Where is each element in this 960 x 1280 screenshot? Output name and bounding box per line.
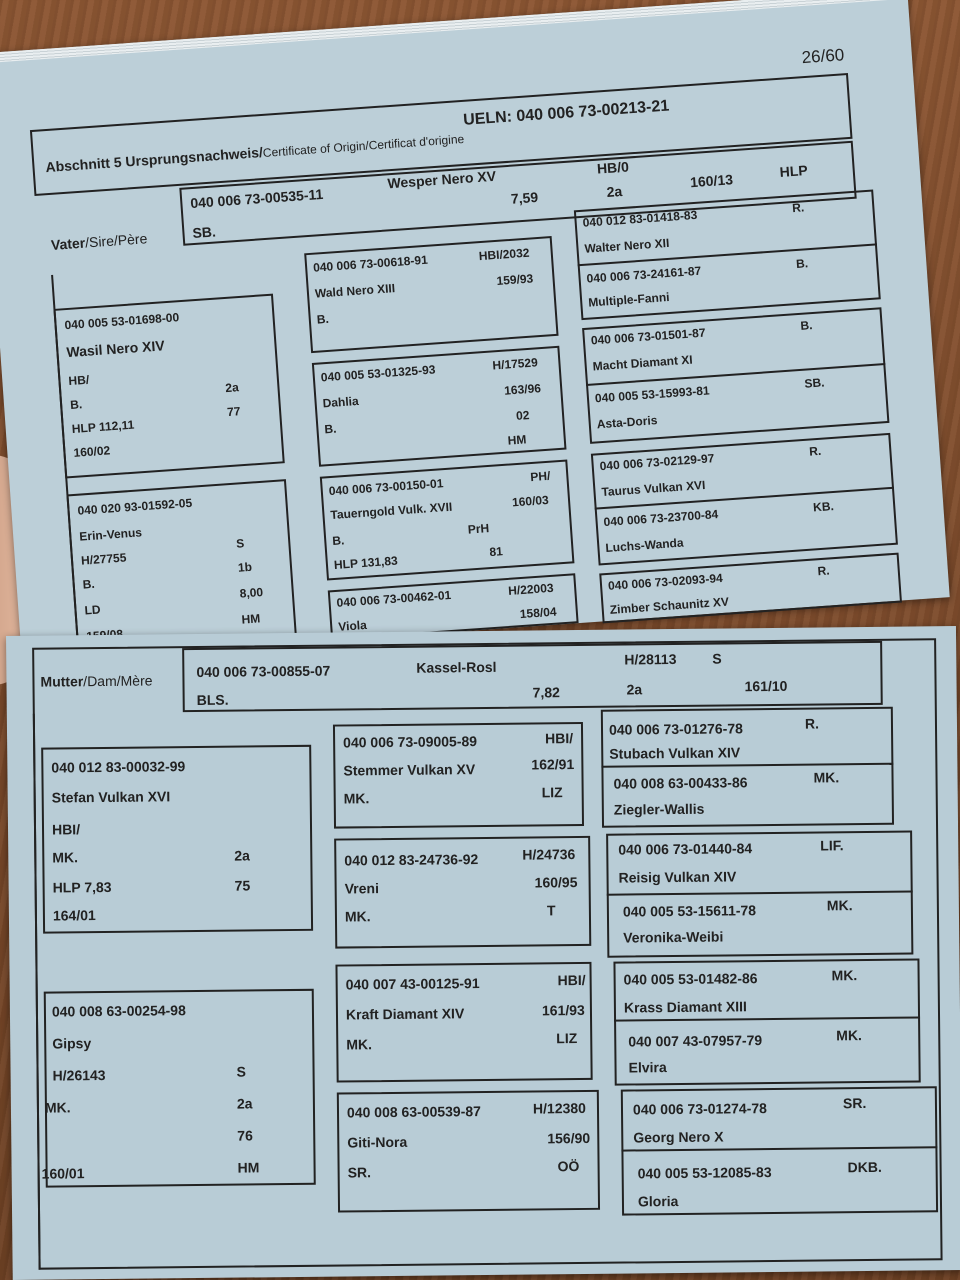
gen4-name: Multiple-Fanni: [587, 289, 670, 310]
gen2-score: 77: [226, 404, 241, 420]
gen4-color: R.: [808, 443, 822, 459]
gen2-size: 160/02: [73, 443, 111, 460]
gen3-book: H/17529: [491, 355, 539, 373]
gen4-color: SR.: [842, 1095, 867, 1112]
gen3-color: MK.: [344, 908, 371, 925]
gen3-size: 158/04: [519, 604, 557, 622]
gen3-size: 160/95: [534, 874, 578, 891]
gen4-id: 040 005 53-15993-81: [594, 383, 710, 406]
gen3-name: Tauerngold Vulk. XVII: [330, 499, 453, 523]
dam-mark: S: [712, 650, 722, 667]
gen4-name: Zimber Schaunitz XV: [609, 594, 730, 617]
gen3-color: MK.: [343, 790, 370, 807]
gen4-color: B.: [795, 256, 809, 272]
gen3-book: H/12380: [532, 1099, 586, 1117]
sire-name: Wesper Nero XV: [386, 167, 497, 192]
gen4-name: Macht Diamant XI: [592, 352, 694, 374]
gen4-name: Georg Nero X: [633, 1128, 724, 1146]
gen3-book: PH/: [529, 468, 551, 485]
gen2-size: 160/01: [41, 1165, 85, 1182]
gen2-color: MK.: [44, 1099, 71, 1116]
gen3-book: H/24736: [522, 846, 576, 863]
dam-label: Mutter/Dam/Mère: [40, 672, 153, 690]
dam-score: 7,82: [532, 684, 560, 701]
gen3-id: 040 007 43-00125-91: [345, 975, 480, 993]
gen4-color: R.: [817, 563, 831, 579]
sire-perf: HLP: [779, 162, 809, 180]
gen4-color: KB.: [812, 499, 835, 515]
gen4-id: 040 005 53-01482-86: [623, 970, 758, 988]
gen4-id: 040 006 73-02093-94: [607, 570, 724, 593]
gen3-id: 040 005 53-01325-93: [320, 362, 436, 385]
sire-id: 040 006 73-00535-11: [189, 185, 324, 212]
gen3-id: 040 006 73-00618-91: [312, 252, 429, 275]
gen3-book: HBI/: [545, 730, 574, 747]
gen3-id: 040 006 73-00462-01: [336, 587, 452, 610]
gen2-book: HB/: [68, 372, 90, 389]
gen3-name: Vreni: [344, 880, 379, 897]
gen2-score: 76: [237, 1127, 253, 1144]
gen3-book: HBI/2032: [478, 245, 530, 264]
gen2-score: 75: [234, 877, 251, 894]
gen2-color: B.: [69, 397, 83, 412]
dam-id: 040 006 73-00855-07: [196, 662, 331, 681]
gen4-name: Reisig Vulkan XIV: [618, 868, 737, 886]
gen2-class: 2a: [234, 847, 250, 864]
gen4-color: R.: [804, 715, 820, 732]
gen3-size: 162/91: [531, 756, 575, 773]
gen4-id: 040 012 83-01418-83: [582, 207, 698, 230]
gen2-class: 2a: [224, 380, 240, 396]
gen2-color: B.: [82, 576, 96, 592]
gen3-id: 040 012 83-24736-92: [344, 851, 479, 869]
gen2-id: 040 020 93-01592-05: [77, 495, 193, 518]
gen4-name: Taurus Vulkan XVI: [601, 477, 706, 500]
gen3-name: Viola: [337, 617, 368, 634]
gen4-color: DKB.: [847, 1158, 882, 1176]
gen4-color: SB.: [804, 375, 825, 391]
gen3-size: 163/96: [503, 381, 542, 398]
gen3-perf: HLP 131,83: [333, 553, 399, 572]
gen2-perf: HLP 7,83: [52, 878, 112, 896]
gen4-color: MK.: [813, 769, 840, 786]
gen2-book: H/27755: [80, 550, 127, 568]
gen2-size: 164/01: [52, 907, 96, 924]
gen3-class: 02: [515, 408, 530, 423]
gen3-size: 160/03: [511, 492, 550, 510]
gen4-id: 040 006 73-01276-78: [608, 720, 743, 738]
gen2-extra: HM: [237, 1159, 260, 1176]
gen2-name: Erin-Venus: [78, 525, 143, 544]
gen3-name: Wald Nero XIII: [314, 281, 396, 301]
gen4-name: Elvira: [628, 1059, 667, 1076]
gen4-name: Luchs-Wanda: [604, 535, 685, 556]
gen3-region: OÖ: [557, 1158, 580, 1175]
gen2-mark: S: [236, 1063, 247, 1080]
gen4-name: Ziegler-Wallis: [613, 800, 705, 818]
gen4-color: R.: [791, 200, 805, 216]
gen4-id: 040 006 73-02129-97: [599, 451, 715, 474]
sire-book: HB/0: [596, 158, 630, 177]
dam-book: H/28113: [624, 650, 677, 668]
ueln: UELN: 040 006 73-00213-21: [462, 97, 670, 129]
gen3-color: B.: [331, 533, 345, 549]
gen2-name: Stefan Vulkan XVI: [51, 788, 171, 806]
sire-score: 7,59: [510, 188, 539, 207]
gen3-region: LIZ: [556, 1030, 578, 1047]
dam-name: Kassel-Rosl: [416, 658, 497, 676]
gen2-name: Gipsy: [52, 1035, 92, 1052]
sire-class: 2a: [606, 183, 623, 201]
gen2-perf: LD: [84, 602, 102, 618]
gen3-book: HBI/: [557, 971, 586, 989]
gen4-color: MK.: [831, 967, 858, 984]
gen2-id: 040 005 53-01698-00: [64, 310, 180, 333]
dam-color: BLS.: [196, 691, 229, 709]
gen4-name: Stubach Vulkan XIV: [609, 744, 741, 762]
gen3-color: B.: [324, 421, 337, 437]
sire-size: 160/13: [689, 171, 734, 191]
gen4-name: Veronika-Weibi: [623, 928, 724, 946]
gen2-class: 1b: [237, 559, 253, 575]
gen4-name: Krass Diamant XIII: [623, 998, 747, 1016]
gen3-book: H/22003: [507, 580, 554, 598]
gen4-name: Walter Nero XII: [584, 235, 670, 256]
gen3-color: MK.: [346, 1036, 373, 1053]
gen4-color: LIF.: [820, 837, 844, 854]
gen3-color: SR.: [347, 1164, 372, 1181]
page-number: 26/60: [801, 45, 845, 68]
gen3-mark: PrH: [467, 521, 490, 537]
gen2-color: MK.: [52, 849, 79, 866]
gen3-name: Giti-Nora: [347, 1133, 408, 1151]
gen3-size: 161/93: [541, 1001, 585, 1019]
gen4-color: B.: [799, 318, 813, 333]
sire-label: Vater/Sire/Père: [50, 230, 148, 253]
dam-class: 2a: [626, 681, 643, 698]
gen2-score: 8,00: [239, 585, 264, 601]
gen4-id: 040 005 53-15611-78: [622, 902, 757, 920]
gen2-book: HBI/: [51, 821, 81, 838]
gen3-size: 156/90: [547, 1129, 591, 1147]
gen4-id: 040 005 53-12085-83: [637, 1164, 772, 1182]
gen2-id: 040 008 63-00254-98: [51, 1002, 186, 1020]
gen4-color: MK.: [826, 897, 853, 914]
gen2-name: Wasil Nero XIV: [65, 337, 166, 361]
page-edge: [0, 0, 908, 63]
gen4-name: Asta-Doris: [596, 413, 658, 432]
gen4-id: 040 006 73-01501-87: [590, 325, 706, 348]
gen3-name: Kraft Diamant XIV: [345, 1005, 465, 1023]
gen2-id: 040 012 83-00032-99: [51, 758, 186, 776]
gen4-id: 040 006 73-23700-84: [603, 507, 719, 530]
gen2-book: H/26143: [52, 1066, 106, 1084]
gen3-region: T: [546, 902, 556, 919]
gen4-name: Gloria: [637, 1192, 679, 1210]
gen3-name: Stemmer Vulkan XV: [343, 761, 476, 779]
gen3-name: Dahlia: [322, 393, 360, 411]
gen4-color: MK.: [836, 1027, 862, 1044]
gen2-class: 2a: [236, 1095, 253, 1112]
sire-color: SB.: [191, 223, 217, 242]
gen4-id: 040 006 73-24161-87: [586, 263, 702, 286]
gen3-region: LIZ: [541, 784, 563, 801]
gen3-color: B.: [316, 311, 330, 327]
gen2-perf: HLP 112,11: [71, 417, 135, 436]
gen2-mark: S: [235, 536, 245, 551]
gen4-id: 040 006 73-01440-84: [618, 840, 753, 858]
gen3-id: 040 008 63-00539-87: [346, 1103, 481, 1121]
gen3-id: 040 006 73-00150-01: [328, 476, 444, 499]
gen2-extra: HM: [241, 611, 261, 627]
gen3-size: 159/93: [496, 271, 534, 288]
gen3-id: 040 006 73-09005-89: [343, 733, 478, 751]
gen4-id: 040 007 43-07957-79: [628, 1032, 763, 1050]
lower-page: [6, 626, 960, 1280]
dam-size: 161/10: [744, 677, 788, 695]
gen4-id: 040 008 63-00433-86: [613, 774, 748, 792]
gen4-id: 040 006 73-01274-78: [632, 1100, 767, 1118]
gen3-score: 81: [488, 544, 504, 560]
gen3-extra: HM: [507, 432, 527, 448]
section-title: Abschnitt 5 Ursprungsnachweis/Certificate of Origin/Certificat d'origine: [44, 131, 465, 176]
